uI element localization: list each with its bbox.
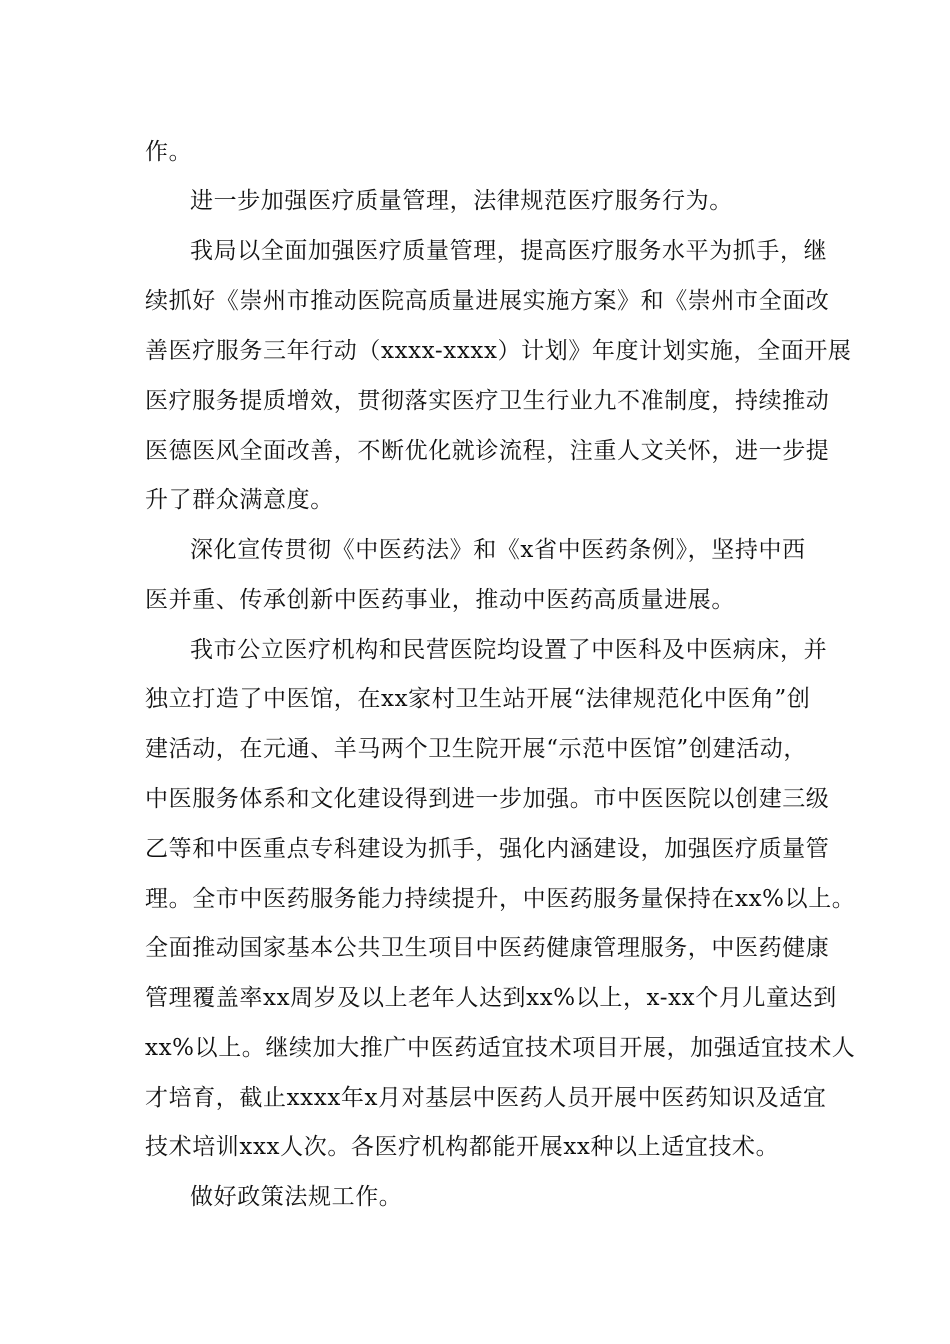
text-line: 才培育，截止xxxx年x月对基层中医药人员开展中医药知识及适宜 — [145, 1085, 827, 1111]
section-heading: 进一步加强医疗质量管理，法律规范医疗服务行为。 — [190, 188, 733, 214]
text-line: xx%以上。继续加大推广中医药适宜技术项目开展，加强适宜技术人 — [145, 1035, 856, 1061]
text-line: 善医疗服务三年行动（xxxx-xxxx）计划》年度计划实施，全面开展 — [145, 338, 852, 364]
text-line: 乙等和中医重点专科建设为抓手，强化内涵建设，加强医疗质量管 — [145, 836, 830, 862]
text-line: 续抓好《崇州市推动医院高质量进展实施方案》和《崇州市全面改 — [145, 288, 830, 314]
text-line: 医疗服务提质增效，贯彻落实医疗卫生行业九不准制度，持续推动 — [145, 388, 830, 414]
section-heading: 做好政策法规工作。 — [190, 1184, 403, 1210]
text-line: 升了群众满意度。 — [145, 487, 334, 513]
text-line: 理。全市中医药服务能力持续提升，中医药服务量保持在xx%以上。 — [145, 886, 856, 912]
text-line: 独立打造了中医馆，在xx家村卫生站开展“法律规范化中医角”创 — [145, 686, 811, 712]
section-heading: 深化宣传贯彻《中医药法》和《x省中医药条例》，坚持中西 — [190, 537, 806, 563]
text-line: 我市公立医疗机构和民营医院均设置了中医科及中医病床，并 — [190, 637, 828, 663]
text-line: 作。 — [145, 139, 193, 165]
text-line: 医德医风全面改善，不断优化就诊流程，注重人文关怀，进一步提 — [145, 438, 830, 464]
text-line: 医并重、传承创新中医药事业，推动中医药高质量进展。 — [145, 587, 735, 613]
text-line: 我局以全面加强医疗质量管理，提高医疗服务水平为抓手，继 — [190, 238, 828, 264]
text-line: 技术培训xxx人次。各医疗机构都能开展xx种以上适宜技术。 — [145, 1134, 780, 1160]
text-line: 全面推动国家基本公共卫生项目中医药健康管理服务，中医药健康 — [145, 935, 830, 961]
text-line: 中医服务体系和文化建设得到进一步加强。市中医医院以创建三级 — [145, 786, 830, 812]
text-line: 管理覆盖率xx周岁及以上老年人达到xx%以上，x-xx个月儿童达到 — [145, 985, 837, 1011]
text-line: 建活动，在元通、羊马两个卫生院开展“示范中医馆”创建活动， — [145, 736, 807, 762]
